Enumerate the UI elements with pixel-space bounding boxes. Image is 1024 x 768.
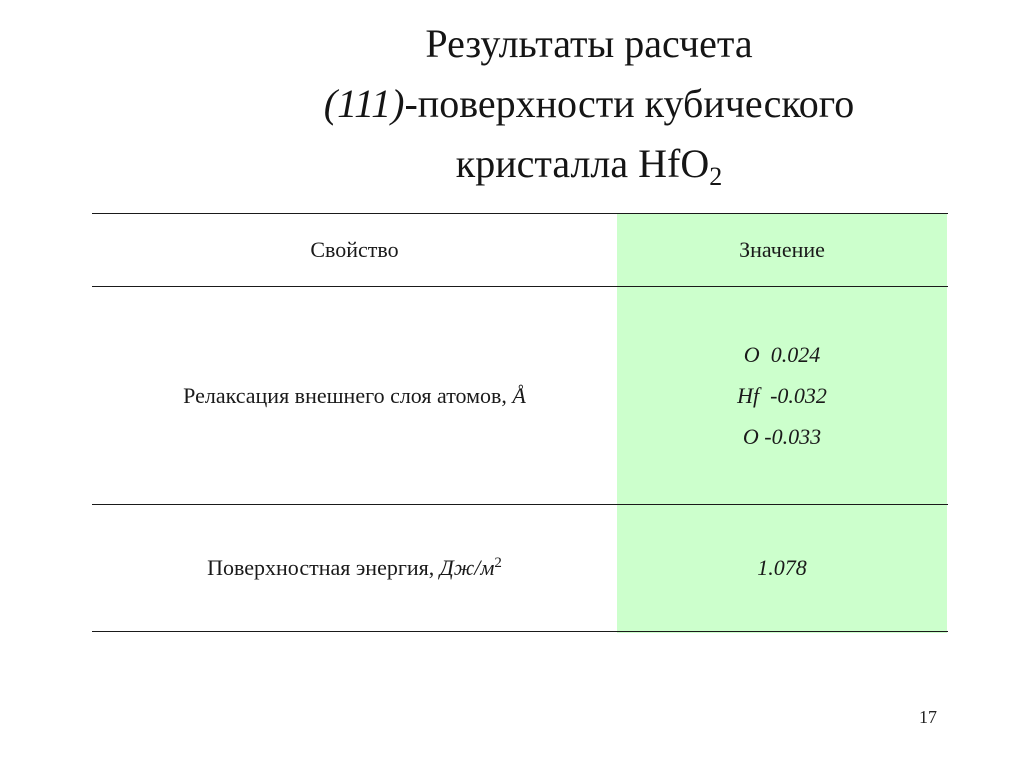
- table-bottom-rule: [92, 631, 948, 632]
- energy-unit: Дж/м: [439, 555, 495, 580]
- table-row-relaxation-values: [617, 286, 947, 504]
- relaxation-number: -0.033: [764, 423, 822, 449]
- relaxation-label: Релаксация внешнего слоя атомов,: [183, 382, 513, 408]
- relaxation-value-3: [743, 416, 821, 457]
- formula-subscript: 2: [709, 162, 723, 191]
- table-row-energy-value: 1.078: [757, 555, 807, 580]
- relaxation-number: -0.032: [770, 382, 827, 408]
- energy-unit-superscript: 2: [494, 555, 502, 571]
- header-value: Значение: [739, 237, 825, 262]
- title-line-2: [0, 74, 1024, 134]
- energy-label: Поверхностная энергия,: [207, 555, 440, 580]
- element-label: O: [742, 423, 759, 449]
- title-line-3: [0, 134, 1024, 194]
- relaxation-number: 0.024: [770, 341, 821, 367]
- angstrom-unit: Å: [512, 382, 526, 408]
- results-table: [92, 213, 948, 633]
- header-property: Свойство: [310, 237, 399, 262]
- table-row-energy-property: [92, 504, 617, 631]
- element-label: O: [743, 341, 760, 367]
- element-label: Hf: [737, 382, 760, 408]
- table-row-relaxation-property: [92, 286, 617, 504]
- relaxation-value-2: [737, 375, 827, 416]
- miller-index: (111): [323, 81, 405, 126]
- title-line-2-rest: -поверхности кубического: [404, 81, 855, 126]
- title-line-3-main: кристалла HfO: [455, 141, 710, 186]
- page-number: 17: [919, 707, 937, 727]
- title-line-1: Результаты расчета: [425, 21, 753, 66]
- slide-title: [0, 14, 1024, 194]
- relaxation-value-1: [744, 334, 820, 375]
